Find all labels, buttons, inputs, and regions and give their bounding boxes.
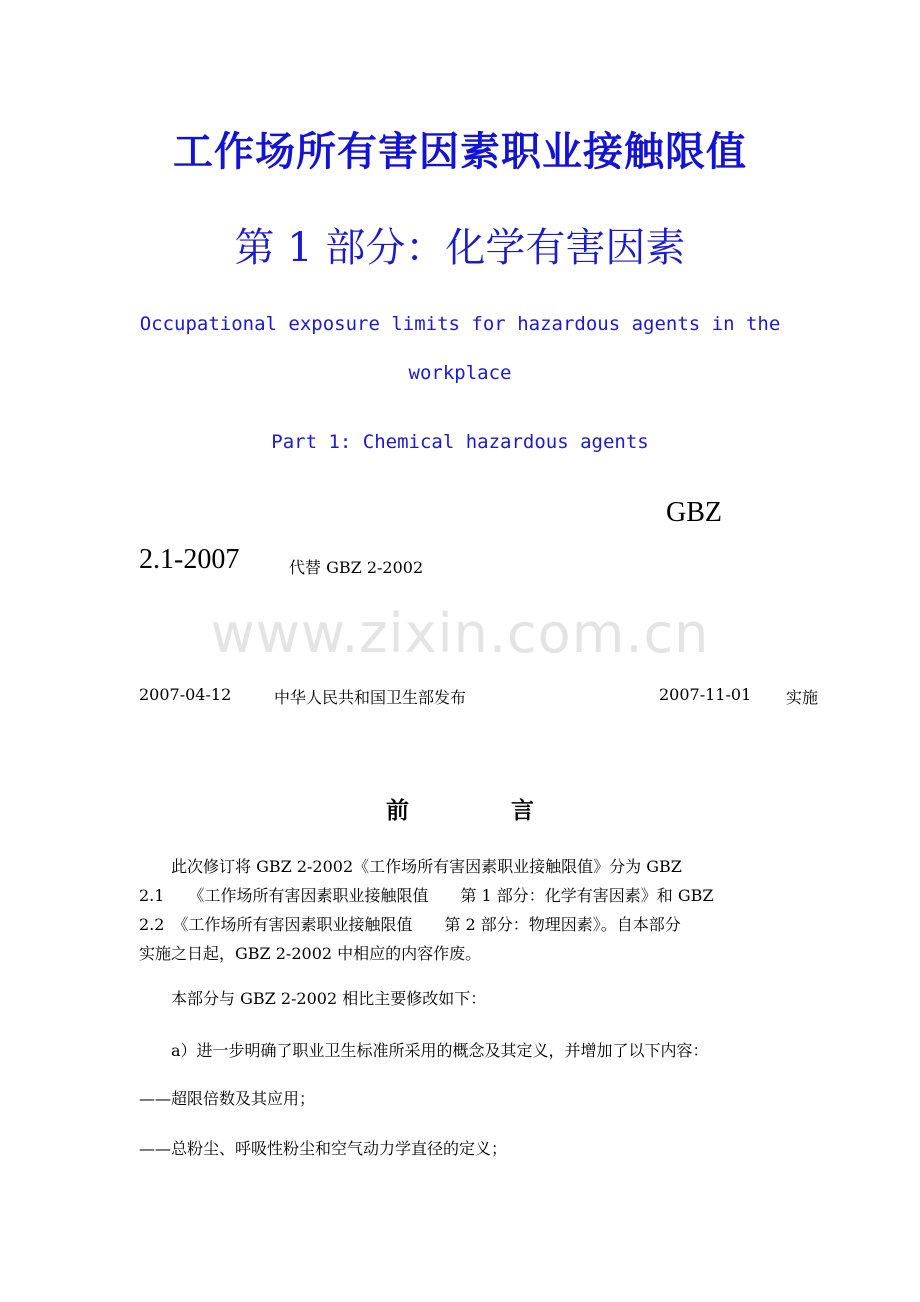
- watermark: www.zixin.com.cn: [210, 602, 710, 665]
- paragraph-line: a）进一步明确了职业卫生标准所采用的概念及其定义，并增加了以下内容：: [139, 1041, 709, 1060]
- paragraph-line: 2.1 《工作场所有害因素职业接触限值 第 1 部分：化学有害因素》和 GBZ: [139, 886, 714, 905]
- preface-list-item-1: [139, 1084, 799, 1113]
- effective-label: 实施: [786, 688, 819, 707]
- preface-heading-left: 前: [386, 798, 409, 824]
- document-subtitle-en: Part 1: Chemical hazardous agents: [271, 431, 649, 453]
- standard-code-number: 2.1-2007: [139, 544, 240, 575]
- effective-date: 2007-11-01: [659, 685, 752, 704]
- preface-heading-right: 言: [511, 798, 534, 824]
- issue-date: 2007-04-12: [139, 685, 232, 704]
- document-title-cn: 工作场所有害因素职业接触限值: [173, 129, 747, 175]
- paragraph-line: 实施之日起，GBZ 2-2002 中相应的内容作废。: [139, 944, 482, 963]
- paragraph-line: 本部分与 GBZ 2-2002 相比主要修改如下：: [139, 989, 487, 1008]
- document-title-en-line2: workplace: [408, 362, 512, 384]
- preface-paragraph-1: [139, 852, 799, 968]
- replaces-standard: 代替 GBZ 2-2002: [289, 558, 424, 577]
- list-item: ——总粉尘、呼吸性粉尘和空气动力学直径的定义；: [139, 1139, 508, 1158]
- preface-list-item-2: [139, 1134, 799, 1163]
- list-item: ——超限倍数及其应用；: [139, 1089, 316, 1108]
- paragraph-line: 此次修订将 GBZ 2-2002《工作场所有害因素职业接触限值》分为 GBZ: [139, 857, 682, 876]
- paragraph-line: 2.2 《工作场所有害因素职业接触限值 第 2 部分：物理因素》。自本部分: [139, 915, 681, 934]
- preface-paragraph-3: [139, 1036, 799, 1065]
- publisher: 中华人民共和国卫生部发布: [274, 688, 467, 707]
- preface-paragraph-2: [139, 984, 799, 1013]
- document-title-en-line1: Occupational exposure limits for hazardous agents in the: [139, 313, 781, 335]
- document-subtitle-cn: 第 1 部分：化学有害因素: [234, 225, 686, 271]
- standard-code-prefix: GBZ: [666, 497, 722, 528]
